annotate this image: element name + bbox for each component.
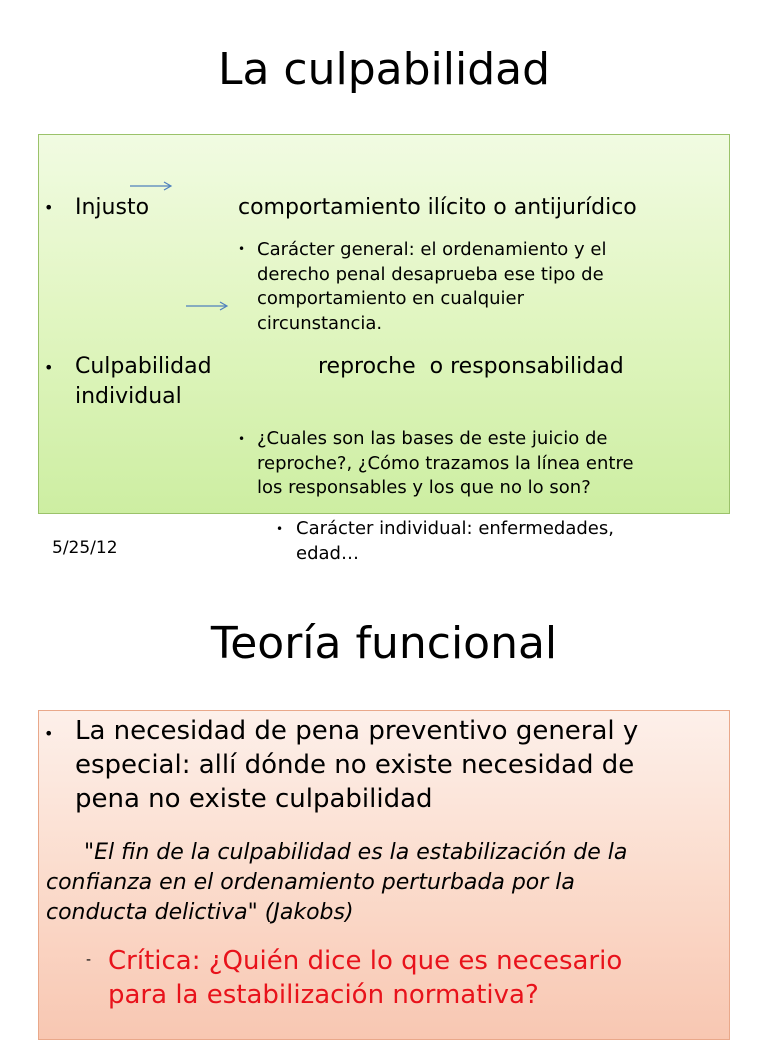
sub-bullet-mark: • [238, 242, 246, 256]
item2-term-line: individual [75, 384, 182, 409]
sub1-text [257, 238, 606, 336]
sub1-line: comportamiento en cualquier [257, 288, 525, 309]
sub3-line: edad… [296, 542, 359, 564]
slide1-title: La culpabilidad [217, 44, 551, 95]
slide2-bullet1-text [75, 714, 638, 816]
bullet1-line: especial: allí dónde no existe necesidad de [75, 750, 635, 780]
sub2-line: reproche?, ¿Cómo trazamos la línea entre [257, 452, 634, 474]
critique-line: para la estabilización normativa? [108, 980, 539, 1010]
slide-date: 5/25/12 [52, 538, 118, 558]
sub2-line: los responsables y los que no lo son? [257, 477, 591, 498]
bullet-mark: • [44, 198, 54, 217]
item1-term: Injusto [75, 195, 150, 220]
quote-line: "El fin de la culpabilidad es la estabilización de la [84, 840, 628, 865]
sub1-line: Carácter general: el ordenamiento y el [257, 239, 607, 260]
sub1-line: circunstancia. [257, 312, 383, 334]
bullet-mark: • [44, 724, 54, 743]
item1-description: comportamiento ilícito o antijurídico [238, 195, 637, 220]
critique-line: Crítica: ¿Quién dice lo que es necesario [108, 946, 623, 976]
item2-term-line: Culpabilidad [75, 354, 212, 379]
sub2-text [257, 427, 634, 501]
item2-term [75, 352, 212, 412]
sub3-line: Carácter individual: enfermedades, [296, 518, 614, 539]
arrow-icon-1 [130, 182, 171, 190]
bullet1-line: La necesidad de pena preventivo general y [75, 716, 639, 746]
sub1-line: derecho penal desaprueba ese tipo de [257, 263, 604, 285]
sub-bullet-mark: • [238, 432, 246, 446]
sub3-text [296, 517, 614, 566]
quote-line: confianza en el ordenamiento perturbada por la [46, 870, 575, 895]
sub-bullet-mark: • [276, 522, 284, 536]
sub2-line: ¿Cuales son las bases de este juicio de [257, 428, 608, 449]
quote-line: conducta delictiva" (Jakobs) [46, 900, 354, 925]
bullet1-line: pena no existe culpabilidad [75, 784, 433, 814]
item2-description: reproche o responsabilidad [318, 354, 624, 379]
slide2-title: Teoría funcional [210, 618, 558, 669]
dash-mark: - [86, 952, 92, 968]
bullet-mark: • [44, 358, 54, 377]
jakobs-quote [46, 838, 627, 928]
critique-text [108, 944, 622, 1012]
arrow-icon-2 [186, 302, 227, 310]
